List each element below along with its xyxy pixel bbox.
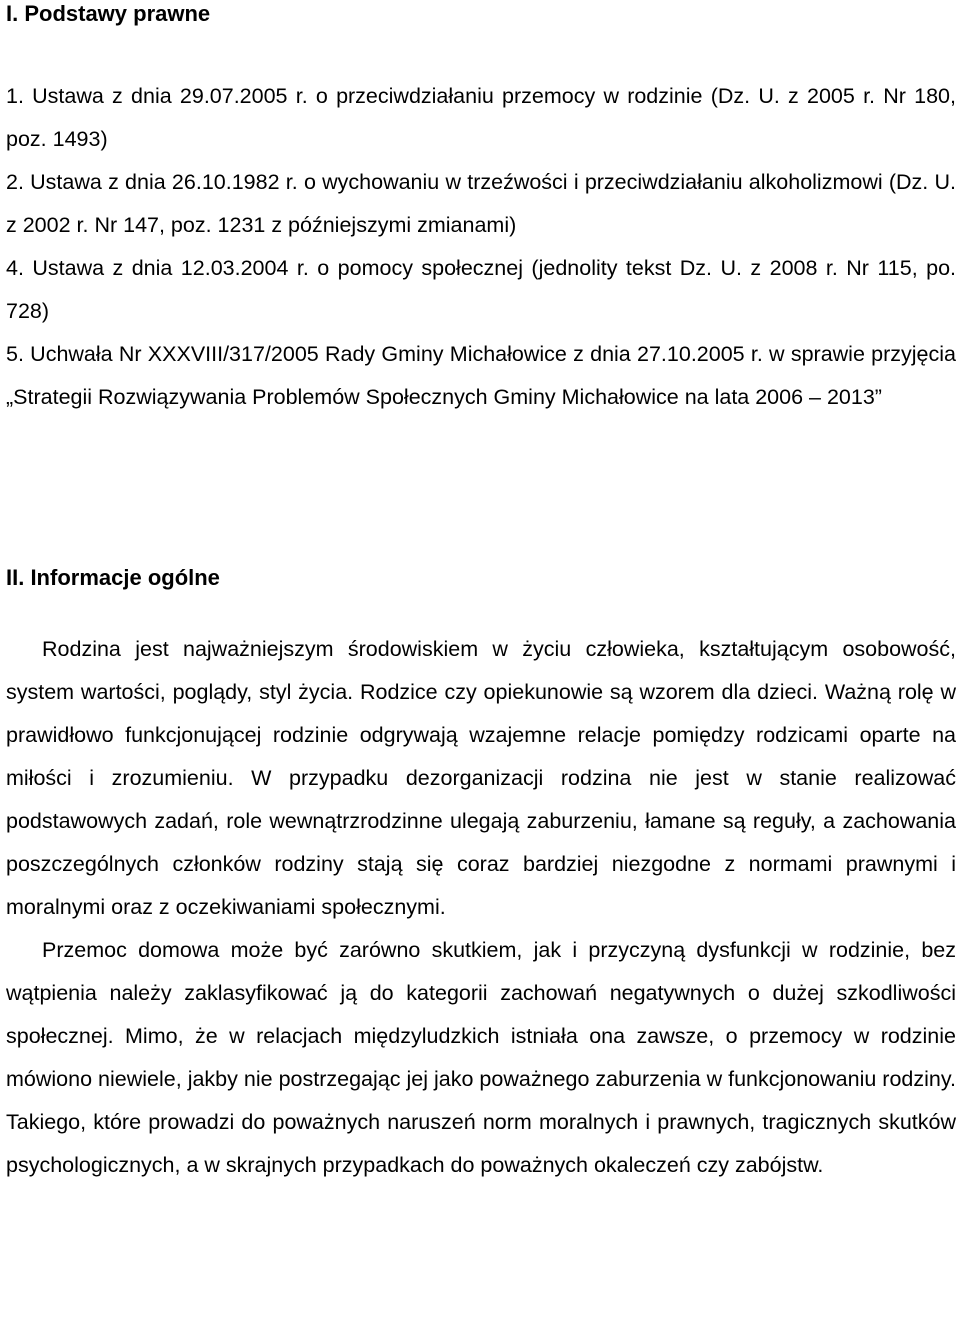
legal-basis-item: 5. Uchwała Nr XXXVIII/317/2005 Rady Gminy Michałowice z dnia 27.10.2005 r. w sprawie przyjęcia „Strategii Rozwiązywania Problemów Społecznych Gminy Michałowice na lata 2006 – 2013”: [6, 342, 956, 409]
legal-basis-list: [6, 75, 956, 419]
legal-basis-item: 1. Ustawa z dnia 29.07.2005 r. o przeciwdziałaniu przemocy w rodzinie (Dz. U. z 2005 r. Nr 180, poz. 1493): [6, 84, 956, 151]
legal-basis-item: 2. Ustawa z dnia 26.10.1982 r. o wychowaniu w trzeźwości i przeciwdziałaniu alkoholizmowi (Dz. U. z 2002 r. Nr 147, poz. 1231 z późniejszymi zmianami): [6, 170, 956, 237]
legal-basis-item: 4. Ustawa z dnia 12.03.2004 r. o pomocy społecznej (jednolity tekst Dz. U. z 2008 r. Nr 115, po. 728): [6, 256, 956, 323]
section-heading-general-info: II. Informacje ogólne: [6, 565, 220, 590]
section-heading-legal-basis: I. Podstawy prawne: [6, 1, 211, 26]
paragraph: Rodzina jest najważniejszym środowiskiem w życiu człowieka, kształtującym osobowość, system wartości, poglądy, styl życia. Rodzice czy opiekunowie są wzorem dla dzieci. Ważną rolę w prawidłowo funkcjonującej rodzinie odgrywają wzajemne relacje pomiędzy rodzicami oparte na miłości i zrozumieniu. W przypadku dezorganizacji rodzina nie jest w stanie realizować podstawowych zadań, role wewnątrzrodzinne ulegają zaburzeniu, łamane są reguły, a zachowania poszczególnych członków rodziny stają się coraz bardziej niezgodne z normami prawnymi i moralnymi oraz z oczekiwaniami społecznymi.: [6, 637, 956, 919]
general-info-body: [6, 628, 956, 1187]
paragraph: Przemoc domowa może być zarówno skutkiem, jak i przyczyną dysfunkcji w rodzinie, bez wątpienia należy zaklasyfikować ją do kategorii zachowań negatywnych o dużej szkodliwości społecznej. Mimo, że w relacjach międzyludzkich istniała ona zawsze, o przemocy w rodzinie mówiono niewiele, jakby nie postrzegając jej jako poważnego zaburzenia w funkcjonowaniu rodziny. Takiego, które prowadzi do poważnych naruszeń norm moralnych i prawnych, tragicznych skutków psychologicznych, a w skrajnych przypadkach do poważnych okaleczeń czy zabójstw.: [6, 938, 956, 1177]
